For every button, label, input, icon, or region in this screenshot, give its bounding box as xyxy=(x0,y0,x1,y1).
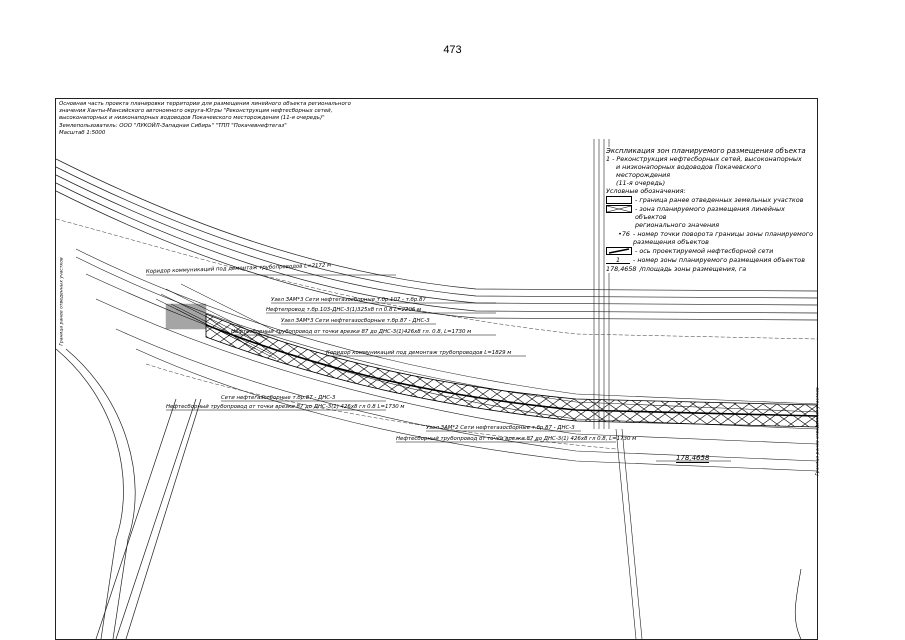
map-label-9: Узел ЗАМ*2 Сети нефтегазосборные т.бр.87 - ДНС-3 xyxy=(426,425,575,431)
hatched-zone-icon xyxy=(606,205,632,213)
area-label: 178,4658 xyxy=(676,454,710,462)
legend-row-boundary: - граница ранее отведенных земельных участков xyxy=(606,196,816,204)
road-lower-left xyxy=(56,349,201,639)
zone-number-icon: 1 xyxy=(606,256,630,264)
map-label-8: Нефтесборный трубопровод от точки врезки 87 до ДНС-3(1) 426х8 гл 0.8 L=1730 м xyxy=(166,404,405,410)
map-label-2: Узел ЗАМ*3 Сети нефтегазосборные т.бр.107 - т.бр.87 xyxy=(271,297,426,303)
legend-item-1: 1 - Реконструкция нефтесборных сетей, высоконапорных и низконапорных водоводов Покачевского месторождения (11-я очередь) xyxy=(606,155,802,187)
legend-row-axis: - ось проектируемой нефтесборной сети xyxy=(606,247,816,255)
side-caption-right: Граница ранее отведенных участков xyxy=(815,387,821,476)
map-frame xyxy=(55,98,821,640)
map-label-1: Коридор коммуникаций под демонтаж трубопроводов L=2172 м xyxy=(145,262,332,275)
map-label-3: Нефтепровод т.бр.103-ДНС-3(1)325х8 гл 0.8 L=2206 м xyxy=(266,307,422,313)
map-label-5: Нефтесборный трубопровод от точки врезки 87 до ДНС-3(1)426х8 гл. 0.8, L=1730 м xyxy=(231,329,472,335)
legend xyxy=(606,147,816,273)
legend-row-zone: - зона планируемого размещения линейных объектов регионального значения xyxy=(606,205,816,229)
map-label-10: Нефтесборный трубопровод от точки врезки 87 до ДНС-3(1) 426х8 гл 0.8, L=1730 м xyxy=(396,436,637,442)
label-leaders xyxy=(146,275,731,461)
terrain-edge xyxy=(795,569,801,639)
turn-point-icon: •76 xyxy=(618,230,630,238)
legend-symbols-heading: Условные обозначения: xyxy=(606,187,686,195)
pipeline-axis-icon xyxy=(606,247,632,255)
legend-row-zone-number: 1 - номер зоны планируемого размещения объектов xyxy=(606,256,816,264)
page-number: 473 xyxy=(443,44,462,56)
area-label-icon: 178,4658 xyxy=(606,265,637,273)
boundary-symbol-icon xyxy=(606,196,632,204)
legend-heading: Экспликация зон планируемого размещения объекта xyxy=(606,147,806,155)
title-block: Основная часть проекта планировки территории для размещения линейного объекта регионального значения Ханты-Мансийского автономного округа-Югры "Реконструкция нефтесборных сетей, высоконапорных и низконапорных водоводов Покачевского месторождения (11-я очередь)" Землепользователь: ООО "ЛУКОЙЛ-Западная Сибирь" "ТПП "Покачевнефтегаз" Масштаб 1:5000 xyxy=(59,101,351,136)
side-caption-left: Граница ранее отведенных участков xyxy=(59,257,65,346)
legend-row-area: 178,4658 /площадь зоны размещения, га xyxy=(606,265,747,273)
map-label-4: Узел ЗАМ*3 Сети нефтегазосборные т.бр.87 - ДНС-3 xyxy=(281,318,430,324)
map-label-7: Сети нефтегазосборные т.бр.87 - ДНС-3 xyxy=(221,395,336,401)
map-label-6: Коридор коммуникаций под демонтаж трубопроводов L=1829 м xyxy=(326,350,512,356)
legend-row-point: •76 - номер точки поворота границы зоны планируемого размещения объектов xyxy=(606,230,816,246)
